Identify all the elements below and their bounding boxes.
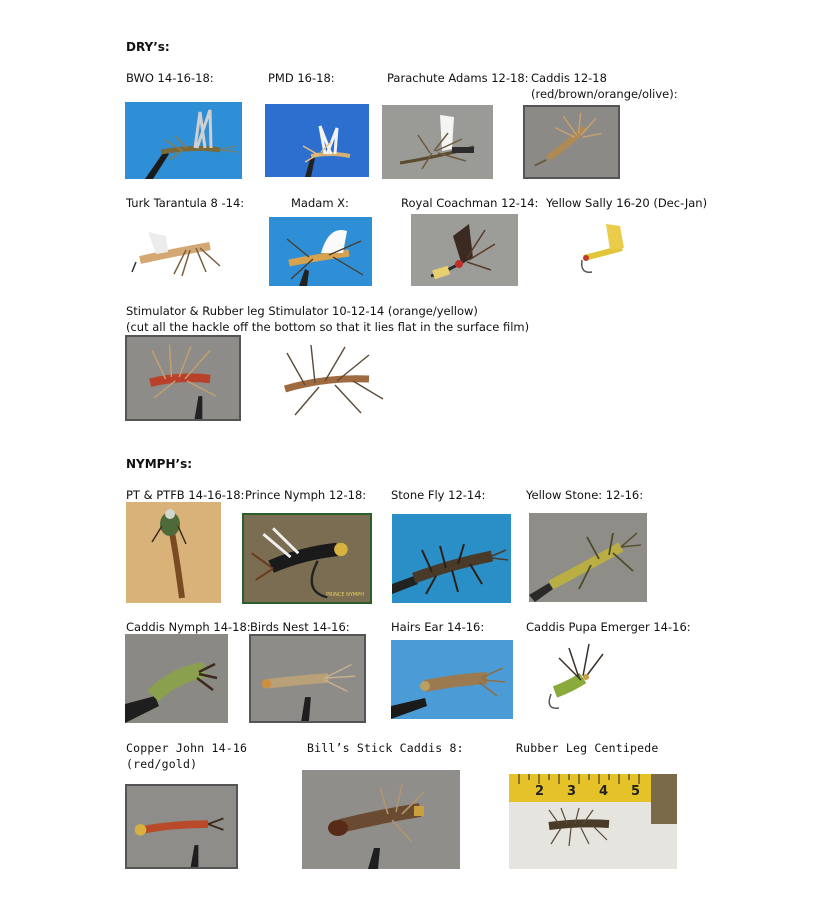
label-yellow-stone: Yellow Stone: 12-16: (526, 488, 644, 502)
photo-pmd (265, 104, 369, 177)
photo-rubber-leg-centipede (509, 774, 677, 869)
label-pt-ptfb: PT & PTFB 14-16-18: (126, 488, 245, 502)
label-copper-john-colors: (red/gold) (126, 757, 198, 771)
photo-stamp: PRINCE NYMPH (326, 592, 364, 598)
label-stone-fly: Stone Fly 12-14: (391, 488, 486, 502)
label-parachute-adams: Parachute Adams 12-18: (387, 71, 529, 85)
label-turk-tarantula: Turk Tarantula 8 -14: (126, 196, 245, 210)
photo-caddis-pupa (529, 634, 620, 723)
photo-caddis (523, 105, 620, 179)
nymphs-heading: NYMPH’s: (126, 457, 193, 471)
photo-yellow-stone (529, 513, 647, 602)
photo-madam-x (269, 217, 372, 286)
label-royal-coachman: Royal Coachman 12-14: (401, 196, 539, 210)
label-caddis-pupa: Caddis Pupa Emerger 14-16: (526, 620, 691, 634)
ruler-mark-2: 2 (535, 784, 545, 799)
photo-caddis-nymph (125, 634, 228, 723)
photo-bills-stick-caddis (302, 770, 460, 869)
label-caddis-colors: (red/brown/orange/olive): (531, 87, 678, 101)
label-yellow-sally: Yellow Sally 16-20 (Dec-Jan) (546, 196, 708, 210)
label-birds-nest: Birds Nest 14-16: (250, 620, 350, 634)
photo-copper-john (125, 784, 238, 869)
label-rubber-leg-centipede: Rubber Leg Centipede (516, 741, 659, 755)
label-hairs-ear: Hairs Ear 14-16: (391, 620, 485, 634)
label-prince-nymph: Prince Nymph 12-18: (245, 488, 367, 502)
label-caddis: Caddis 12-18 (531, 71, 607, 85)
photo-yellow-sally (570, 214, 647, 286)
ruler-mark-4: 4 (599, 784, 609, 799)
label-pmd: PMD 16-18: (268, 71, 335, 85)
ruler-mark-5: 5 (631, 784, 641, 799)
photo-hairs-ear (391, 640, 513, 719)
label-madam-x: Madam X: (291, 196, 349, 210)
photo-bwo (125, 102, 242, 179)
photo-pt-ptfb (126, 502, 221, 603)
photo-birds-nest (249, 634, 366, 723)
photo-prince-nymph (242, 513, 372, 604)
ruler-mark-3: 3 (567, 784, 577, 799)
label-bwo: BWO 14-16-18: (126, 71, 214, 85)
photo-parachute-adams (382, 105, 493, 179)
label-copper-john: Copper John 14-16 (126, 741, 248, 755)
dry-flies-heading: DRY’s: (126, 40, 170, 54)
photo-rubber-leg-stimulator (265, 335, 393, 421)
label-stimulator: Stimulator & Rubber leg Stimulator 10-12-14 (orange/yellow) (126, 304, 478, 318)
photo-royal-coachman (411, 214, 518, 286)
label-caddis-nymph: Caddis Nymph 14-18: (126, 620, 251, 634)
label-stimulator-note: (cut all the hackle off the bottom so that it lies flat in the surface film) (126, 320, 530, 334)
photo-stimulator (125, 335, 241, 421)
label-bills-stick-caddis: Bill’s Stick Caddis 8: (307, 741, 464, 755)
photo-stone-fly (392, 514, 511, 603)
photo-turk-tarantula (126, 214, 233, 286)
